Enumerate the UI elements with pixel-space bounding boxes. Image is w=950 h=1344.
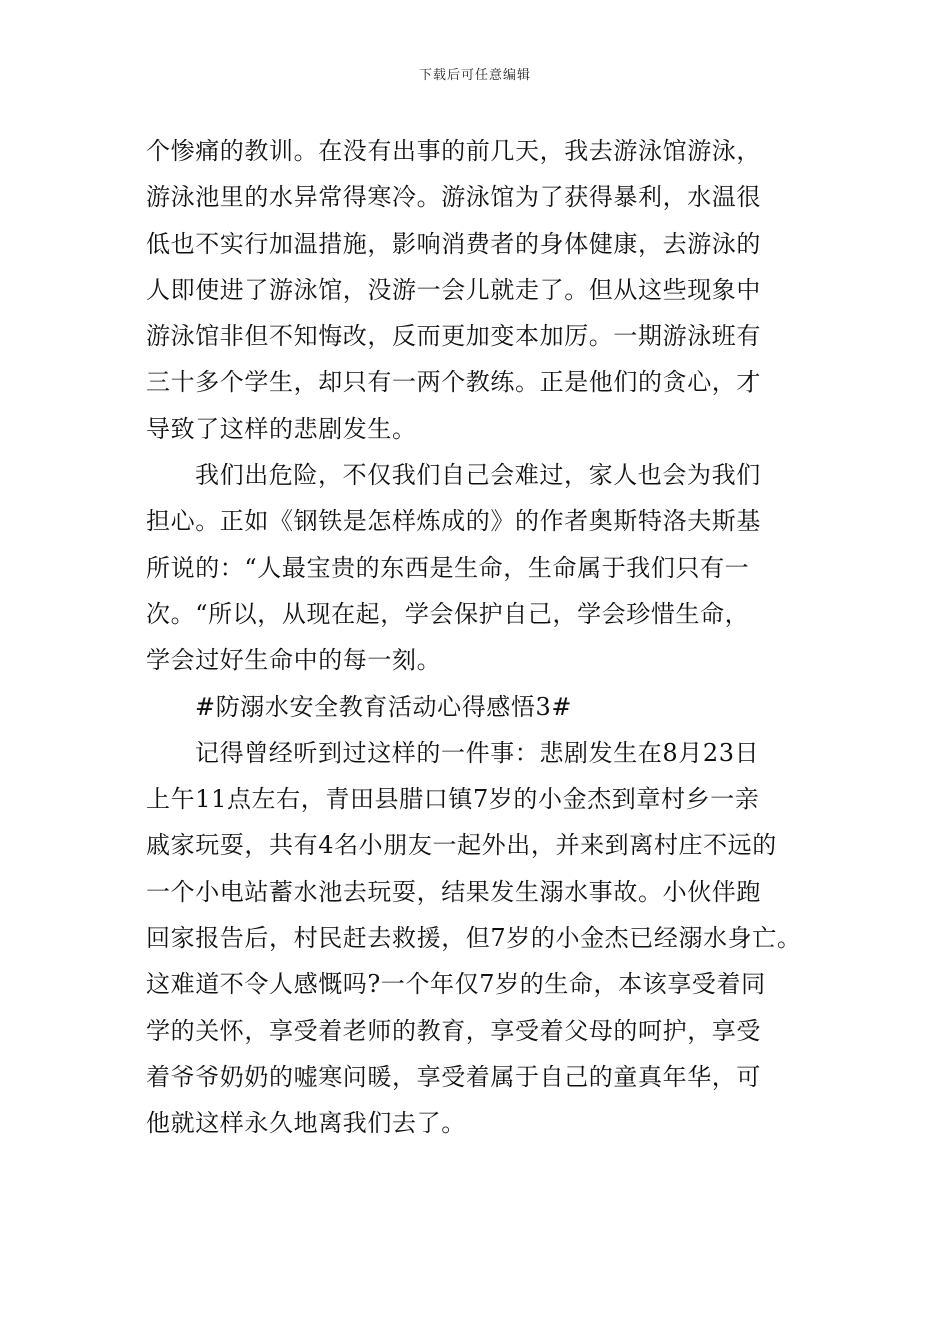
text-line: 一个小电站蓄水池去玩耍，结果发生溺水事故。小伙伴跑 xyxy=(146,877,761,906)
text-line: 他就这样永久地离我们去了。 xyxy=(146,1109,466,1138)
paragraph-start-line: 我们出危险，不仅我们自己会难过，家人也会为我们 xyxy=(195,461,761,490)
text-line: 戚家玩耍，共有4名小朋友一起外出，并来到离村庄不远的 xyxy=(146,831,777,860)
text-line: 担心。正如《钢铁是怎样炼成的》的作者奥斯特洛夫斯基 xyxy=(146,507,761,536)
text-line: 游泳馆非但不知悔改，反而更加变本加厉。一期游泳班有 xyxy=(146,322,761,351)
text-line: 游泳池里的水异常得寒冷。游泳馆为了获得暴利，水温很 xyxy=(146,183,761,212)
paragraph-start-line: 记得曾经听到过这样的一件事：悲剧发生在8月23日 xyxy=(195,738,760,767)
section-heading: #防溺水安全教育活动心得感悟3# xyxy=(195,692,573,721)
text-line: 这难道不令人感慨吗?一个年仅7岁的生命，本该享受着同 xyxy=(146,970,766,999)
text-line: 人即使进了游泳馆，没游一会儿就走了。但从这些现象中 xyxy=(146,275,761,304)
page-header: 下载后可任意编辑 xyxy=(418,68,531,83)
document-body xyxy=(146,128,816,1147)
text-line: 学会过好生命中的每一刻。 xyxy=(146,646,442,675)
text-line: 三十多个学生，却只有一两个教练。正是他们的贪心，才 xyxy=(146,368,761,397)
text-line: 个惨痛的教训。在没有出事的前几天，我去游泳馆游泳， xyxy=(146,137,761,165)
text-line: 低也不实行加温措施，影响消费者的身体健康，去游泳的 xyxy=(146,229,761,258)
text-line: 着爷爷奶奶的嘘寒问暖，享受着属于自己的童真年华，可 xyxy=(146,1062,761,1091)
text-line: 上午11点左右，青田县腊口镇7岁的小金杰到章村乡一亲 xyxy=(146,785,760,814)
text-line: 所说的：“人最宝贵的东西是生命，生命属于我们只有一 xyxy=(146,553,750,582)
text-line: 导致了这样的悲剧发生。 xyxy=(146,414,417,443)
text-line: 次。“所以，从现在起，学会保护自己，学会珍惜生命， xyxy=(146,599,750,628)
text-line: 学的关怀，享受着老师的教育，享受着父母的呵护，享受 xyxy=(146,1016,761,1045)
text-line: 回家报告后，村民赶去救援，但7岁的小金杰已经溺水身亡。 xyxy=(146,924,802,953)
